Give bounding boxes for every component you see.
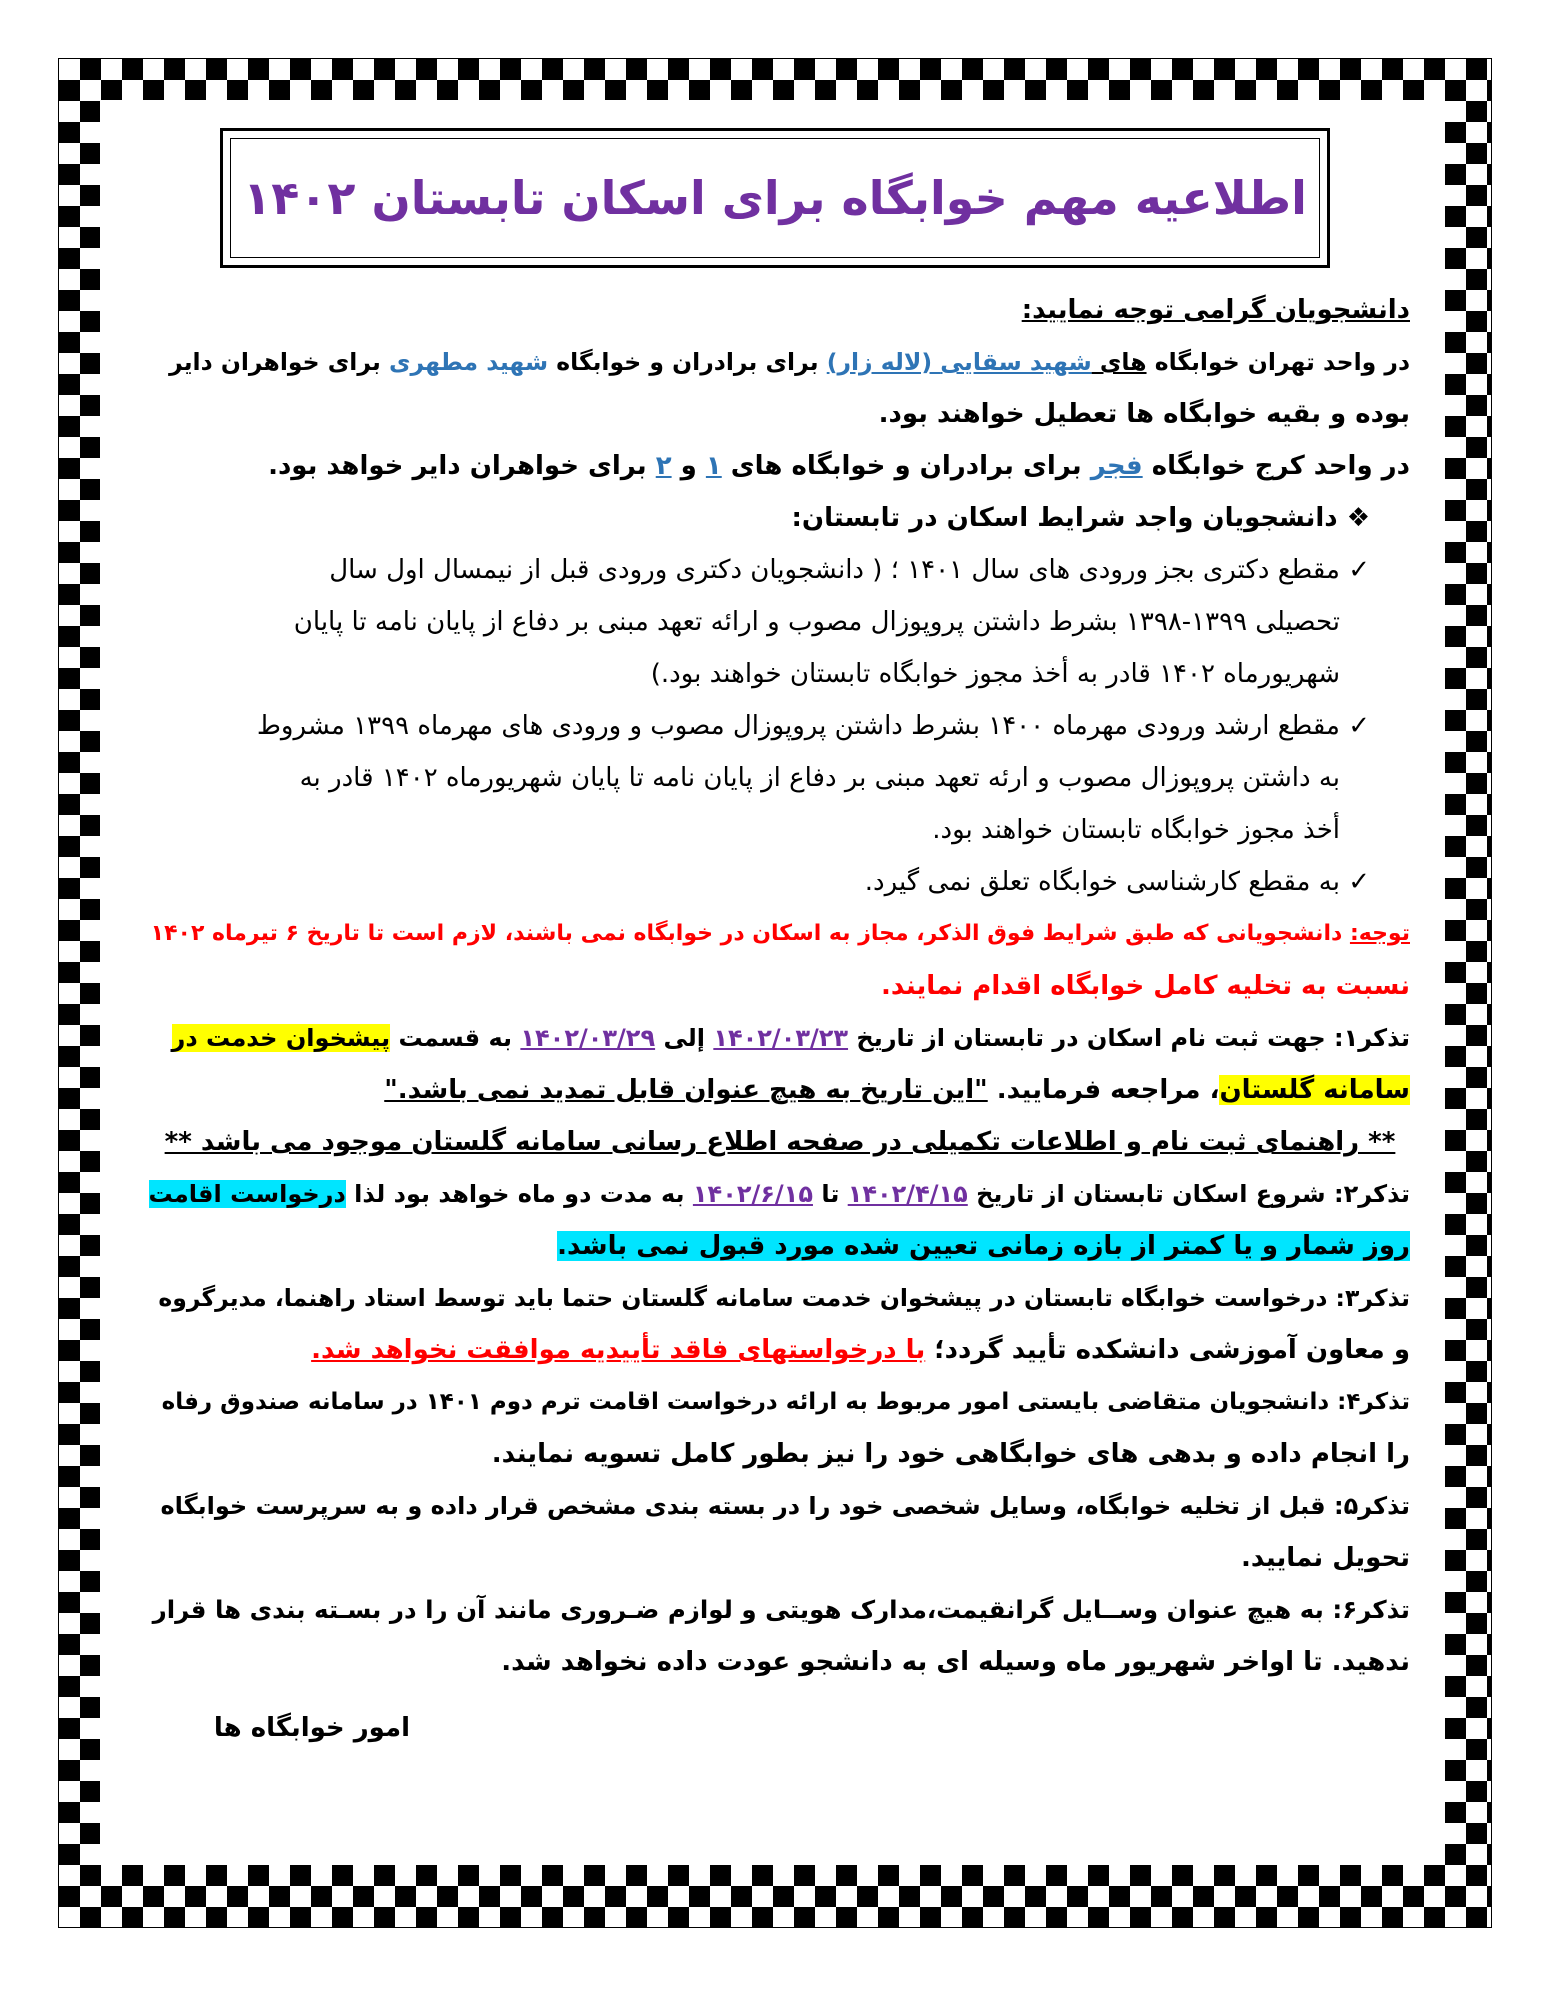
list-item — [150, 700, 1410, 752]
text: برای خواهران دایر — [169, 348, 389, 376]
text: در واحد کرج خوابگاه — [1142, 451, 1410, 481]
text: مقطع دکتری بجز ورودی های سال ۱۴۰۱ ؛ ( دانشجویان دکتری ورودی قبل از نیمسال اول سال — [329, 555, 1340, 585]
non-extendable-note: "این تاریخ به هیچ عنوان قابل تمدید نمی باشد." — [384, 1075, 988, 1105]
text: مقطع ارشد ورودی مهرماه ۱۴۰۰ بشرط داشتن پروپوزال مصوب و ورودی های مهرماه ۱۳۹۹ مشروط — [256, 711, 1340, 741]
title-box-inner — [230, 138, 1320, 258]
text: تذکر۲: شروع اسکان تابستان از تاریخ — [967, 1180, 1410, 1208]
note-2-line2 — [150, 1220, 1410, 1272]
paragraph-karaj — [150, 440, 1410, 492]
list-item-cont: أخذ مجوز خوابگاه تابستان خواهند بود. — [932, 815, 1340, 845]
announcement-content — [150, 284, 1410, 1754]
note-2 — [150, 1168, 1410, 1220]
date-end: ۱۴۰۲/۰۳/۲۹ — [520, 1024, 656, 1052]
text: تا — [812, 1180, 848, 1208]
check-icon: ✓ — [1348, 711, 1370, 741]
note-5: تذکر۵: قبل از تخلیه خوابگاه، وسایل شخصی خود را در بسته بندی مشخص قرار داده و به سرپرست خوابگاه — [160, 1492, 1410, 1520]
greeting: دانشجویان گرامی توجه نمایید: — [1021, 295, 1410, 325]
highlight-request-cont: روز شمار و یا کمتر از بازه زمانی تعیین شده مورد قبول نمی باشد. — [557, 1231, 1410, 1261]
highlight-request: درخواست اقامت — [148, 1180, 346, 1208]
text: به قسمت — [390, 1024, 521, 1052]
notice-line2: نسبت به تخلیه کامل خوابگاه اقدام نمایند. — [881, 971, 1410, 1001]
list-item — [150, 856, 1410, 908]
date-start: ۱۴۰۲/۴/۱۵ — [847, 1180, 968, 1208]
note-1-line2 — [150, 1064, 1410, 1116]
note-4: تذکر۴: دانشجویان متقاضی بایستی امور مربوط به ارائه درخواست اقامت ترم دوم ۱۴۰۱ در سامانه صندوق رفاه — [161, 1389, 1410, 1415]
eligibility-heading: ❖ دانشجویان واجد شرایط اسکان در تابستان: — [791, 503, 1370, 533]
guide-note: ** راهنمای ثبت نام و اطلاعات تکمیلی در صفحه اطلاع رسانی سامانه گلستان موجود می باشد ** — [164, 1127, 1396, 1157]
date-start: ۱۴۰۲/۰۳/۲۳ — [713, 1024, 849, 1052]
note-6-line2: ندهید. تا اواخر شهریور ماه وسیله ای به دانشجو عودت داده نخواهد شد. — [501, 1647, 1410, 1677]
title-box — [220, 128, 1330, 268]
text-underlined: های — [1091, 348, 1147, 376]
check-icon: ✓ — [1348, 555, 1370, 585]
note-1 — [150, 1012, 1410, 1064]
text: برای برادران و خوابگاه های — [721, 451, 1091, 481]
text: برای خواهران دایر خواهد بود. — [268, 451, 656, 481]
date-end: ۱۴۰۲/۶/۱۵ — [692, 1180, 813, 1208]
paragraph-tehran — [150, 336, 1410, 388]
notice-label: توجه: — [1349, 921, 1410, 946]
highlight-golestan: سامانه گلستان — [1219, 1075, 1410, 1105]
dorm-name-motahari: شهید مطهری — [388, 348, 549, 376]
list-item — [150, 544, 1410, 596]
text: إلی — [655, 1024, 714, 1052]
highlight-service-desk: پیشخوان خدمت در — [171, 1024, 391, 1052]
text: تذکر۱: جهت ثبت نام اسکان در تابستان از تاریخ — [848, 1024, 1410, 1052]
text: دانشجویانی که طبق شرایط فوق الذکر، مجاز به اسکان در خوابگاه نمی باشند، لازم است تا تاریخ ۶ تیرماه ۱۴۰۲ — [150, 921, 1350, 946]
note-6: تذکر۶: به هیچ عنوان وســایل گرانقیمت،مدارک هویتی و لوازم ضـروری مانند آن را در بسـته بندی ها قرار — [152, 1595, 1410, 1624]
note-4-line2: را انجام داده و بدهی های خوابگاهی خود را نیز بطور کامل تسویه نمایند. — [491, 1439, 1410, 1469]
list-item-cont: به داشتن پروپوزال مصوب و ارئه تعهد مبنی بر دفاع از پایان نامه تا پایان شهریورماه ۱۴۰۲ قادر به — [299, 763, 1340, 793]
note-3: تذکر۳: درخواست خوابگاه تابستان در پیشخوان خدمت سامانه گلستان حتما باید توسط استاد راهنما، مدیرگروه — [158, 1284, 1410, 1312]
dorm-number-1: ۱ — [705, 451, 722, 481]
text: و معاون آموزشی دانشکده تأیید گردد؛ — [925, 1335, 1410, 1365]
text: به مقطع کارشناسی خوابگاه تعلق نمی گیرد. — [864, 867, 1340, 897]
notice-line1 — [150, 908, 1410, 960]
dorm-location: (لاله زار) — [826, 348, 941, 376]
signature: امور خوابگاه ها — [213, 1713, 410, 1743]
text: و — [671, 451, 706, 481]
text: به مدت دو ماه خواهد بود لذا — [345, 1180, 693, 1208]
check-icon: ✓ — [1348, 867, 1370, 897]
text: برای برادران و خوابگاه — [548, 348, 827, 376]
note-5-line2: تحویل نمایید. — [1240, 1543, 1410, 1573]
dorm-name-fajr: فجر — [1090, 451, 1143, 481]
text: ، مراجعه فرمایید. — [987, 1075, 1220, 1105]
list-item-cont: شهریورماه ۱۴۰۲ قادر به أخذ مجوز خوابگاه تابستان خواهند بود.) — [650, 659, 1340, 689]
text: در واحد تهران خوابگاه — [1146, 348, 1410, 376]
page-title: اطلاعیه مهم خوابگاه برای اسکان تابستان ۱۴۰۲ — [243, 171, 1307, 225]
dorm-number-2: ۲ — [655, 451, 672, 481]
rejection-warning: با درخواستهای فاقد تأییدیه موافقت نخواهد شد. — [311, 1335, 926, 1365]
paragraph-tehran-line2: بوده و بقیه خوابگاه ها تعطیل خواهند بود. — [878, 399, 1410, 429]
list-item-cont: تحصیلی ۱۳۹۹-۱۳۹۸ بشرط داشتن پروپوزال مصوب و ارائه تعهد مبنی بر دفاع از پایان نامه تا پایان — [293, 607, 1340, 637]
eligibility-list — [150, 544, 1410, 908]
dorm-name-saghaei: شهید سقایی — [940, 348, 1092, 376]
note-3-line2 — [150, 1324, 1410, 1376]
